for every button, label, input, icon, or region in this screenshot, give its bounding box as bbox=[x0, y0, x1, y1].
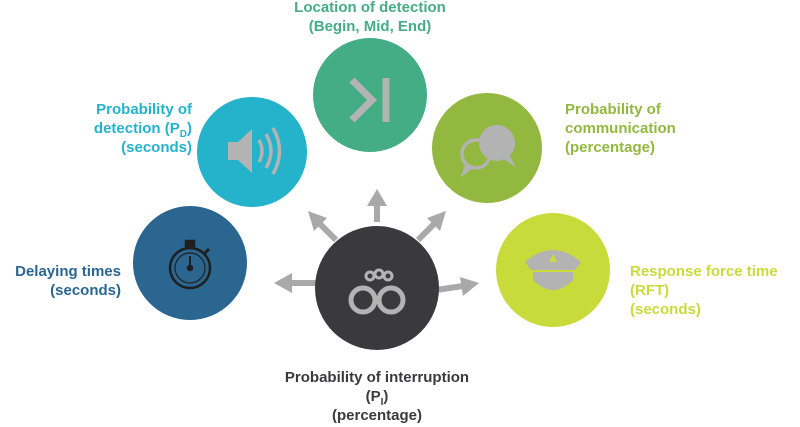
detection-label-line2-sub: D bbox=[179, 129, 187, 140]
center-label-line2-sub: I bbox=[380, 397, 384, 408]
arrow-to-delay bbox=[274, 273, 318, 293]
communication-label bbox=[565, 100, 765, 157]
location-label-line2: (Begin, Mid, End) bbox=[308, 18, 432, 35]
communication-label-line2: communication bbox=[565, 120, 676, 137]
node-location bbox=[313, 38, 427, 152]
delay-label bbox=[0, 262, 121, 300]
detection-label bbox=[50, 100, 192, 157]
delay-label-line2: (seconds) bbox=[50, 282, 121, 299]
detection-label-line1: Probability of bbox=[96, 101, 192, 118]
center-label-line2 bbox=[247, 387, 507, 406]
center-label-line1: Probability of interruption bbox=[284, 369, 470, 386]
detection-label-line2-main: detection (P bbox=[93, 120, 180, 137]
arrow-to-detection bbox=[308, 211, 336, 240]
arrow-to-communication bbox=[418, 211, 446, 240]
response-label-line1: Response force time bbox=[630, 263, 778, 280]
node-delay bbox=[133, 206, 247, 320]
response-label-line2: (RFT) bbox=[630, 282, 670, 299]
response-label-line3: (seconds) bbox=[630, 301, 701, 318]
communication-label-line3: (percentage) bbox=[565, 139, 656, 156]
center-label-line2-main: (P bbox=[365, 388, 381, 405]
delay-label-line1: Delaying times bbox=[15, 263, 121, 280]
node-communication bbox=[432, 93, 542, 203]
center-label-line2-end: ) bbox=[383, 388, 389, 405]
center-label-line3: (percentage) bbox=[331, 407, 423, 424]
node-response bbox=[496, 213, 610, 327]
node-center bbox=[315, 226, 439, 350]
location-label-line1: Location of detection bbox=[294, 0, 446, 16]
center-label bbox=[247, 368, 507, 425]
location-label bbox=[270, 0, 470, 36]
detection-label-line3: (seconds) bbox=[121, 139, 192, 156]
arrow-to-response bbox=[436, 277, 479, 296]
detection-label-line2 bbox=[50, 119, 192, 138]
communication-label-line1: Probability of bbox=[565, 101, 661, 118]
detection-label-line2-end: ) bbox=[187, 120, 192, 137]
arrow-to-location bbox=[367, 189, 387, 222]
center-circle bbox=[315, 226, 439, 350]
node-detection bbox=[197, 97, 307, 207]
response-label bbox=[630, 262, 800, 319]
